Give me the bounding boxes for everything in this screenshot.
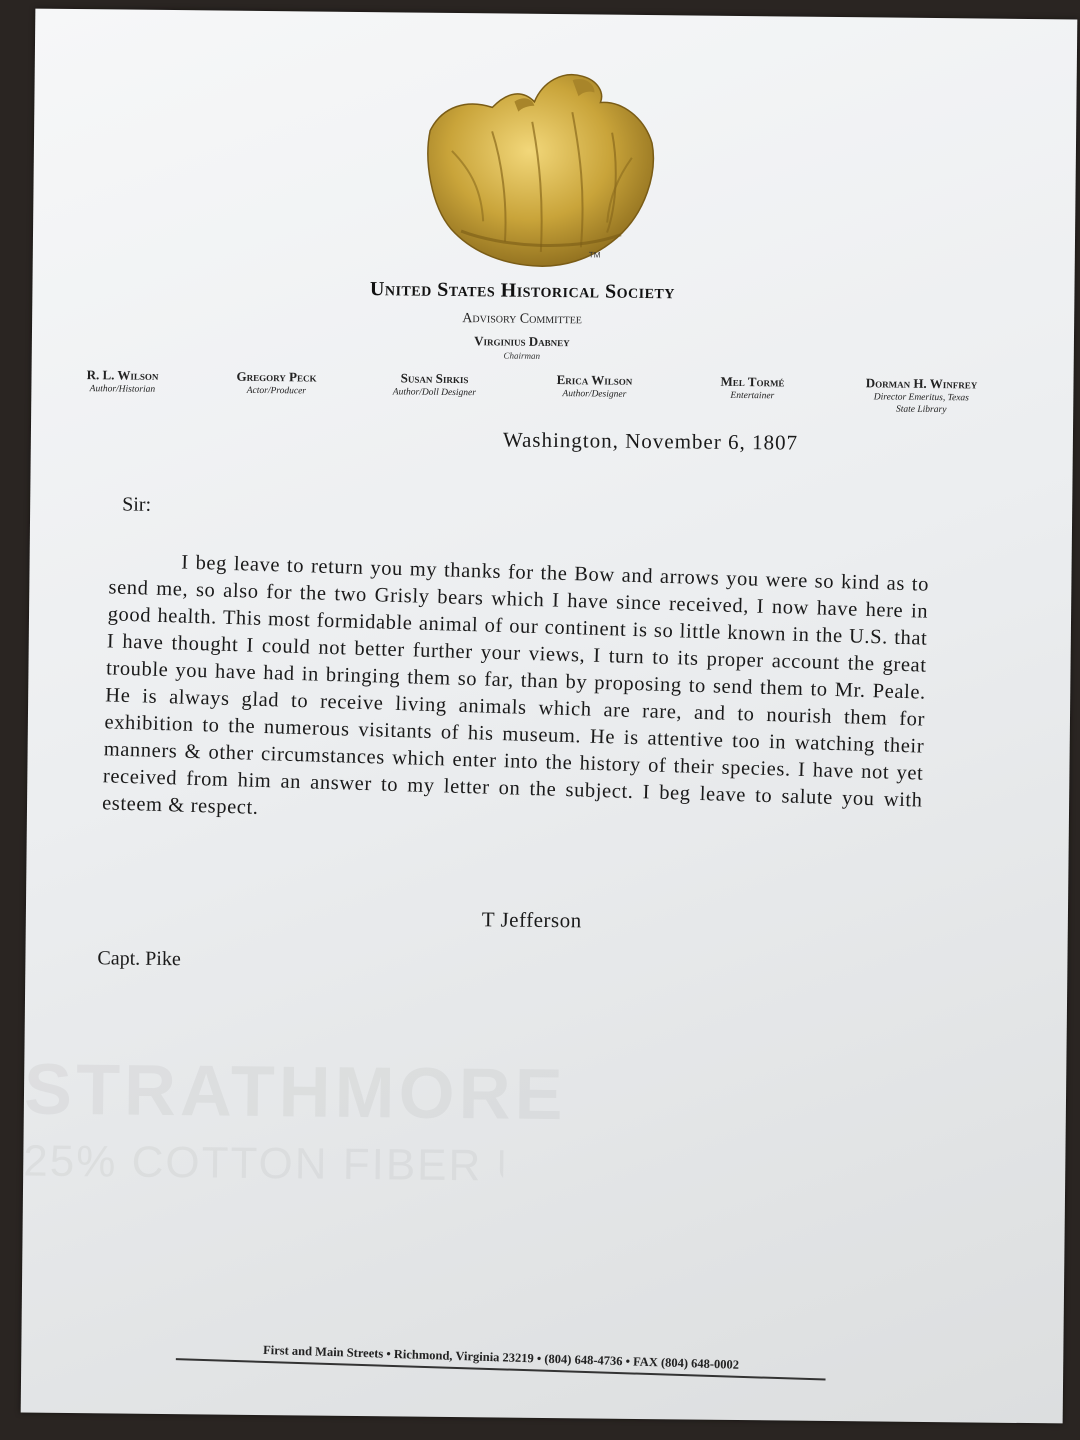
letter-sheet xyxy=(21,9,1078,1424)
member-role: Author/Doll Designer xyxy=(392,387,476,399)
committee-member xyxy=(509,372,679,402)
committee-member xyxy=(349,370,519,400)
committee-member xyxy=(191,368,361,398)
committee-title: Advisory Committee xyxy=(462,311,583,328)
member-role: Actor/Producer xyxy=(246,385,307,397)
letter-dateline: Washington, November 6, 1807 xyxy=(502,427,799,455)
chairman-name: Virginius Dabney xyxy=(474,333,570,350)
paper-watermark-brand xyxy=(24,1049,585,1137)
member-role: Author/Designer xyxy=(562,389,627,400)
member-name: Susan Sirkis xyxy=(400,370,469,387)
member-name: R. L. Wilson xyxy=(86,367,159,383)
member-name: Mel Tormé xyxy=(720,373,785,390)
gold-eagle-seal-icon xyxy=(421,61,659,273)
member-name: Gregory Peck xyxy=(236,368,317,385)
footer-address: First and Main Streets • Richmond, Virginia 23219 • (804) 648-4736 • FAX (804) 648-0002 xyxy=(176,1340,826,1380)
letter-recipient: Capt. Pike xyxy=(97,947,181,971)
organization-name: United States Historical Society xyxy=(369,278,676,304)
chairman-title: Chairman xyxy=(503,350,541,361)
committee-member xyxy=(837,375,1005,417)
trademark-mark: TM xyxy=(588,250,601,260)
committee-member xyxy=(37,367,207,397)
member-name: Dorman H. Winfrey xyxy=(865,375,978,392)
member-role: Director Emeritus, Texas State Library xyxy=(873,392,969,416)
member-role: Author/Historian xyxy=(89,384,156,395)
letter-salutation: Sir: xyxy=(122,493,152,516)
committee-member xyxy=(667,373,837,403)
member-name: Erica Wilson xyxy=(556,372,633,388)
letter-body: I beg leave to return you my thanks for the Bow and arrows you were so kind as to send me, so also for the two Grisly bears which I have since received, I now have here in good health. This most formidable animal of our continent is so little known in the U.S. that I have thought I could not better further your views, I turn to its proper account the great trouble you have had in bringing them so far, than by proposing to send them to Mr. Peale. He is always glad to receive living animals which are rare, and to nourish them for exhibition to the numerous visitants of his museum. He is attentive too in watching their manners & other circumstances which enter into the history of their species. I have not yet received from him an answer to my letter on the subject. I beg leave to salute you with esteem & respect. xyxy=(101,551,930,819)
member-role: Entertainer xyxy=(730,390,775,402)
paper-watermark-fiber xyxy=(23,1137,503,1192)
letter-signature: T Jefferson xyxy=(481,907,582,933)
